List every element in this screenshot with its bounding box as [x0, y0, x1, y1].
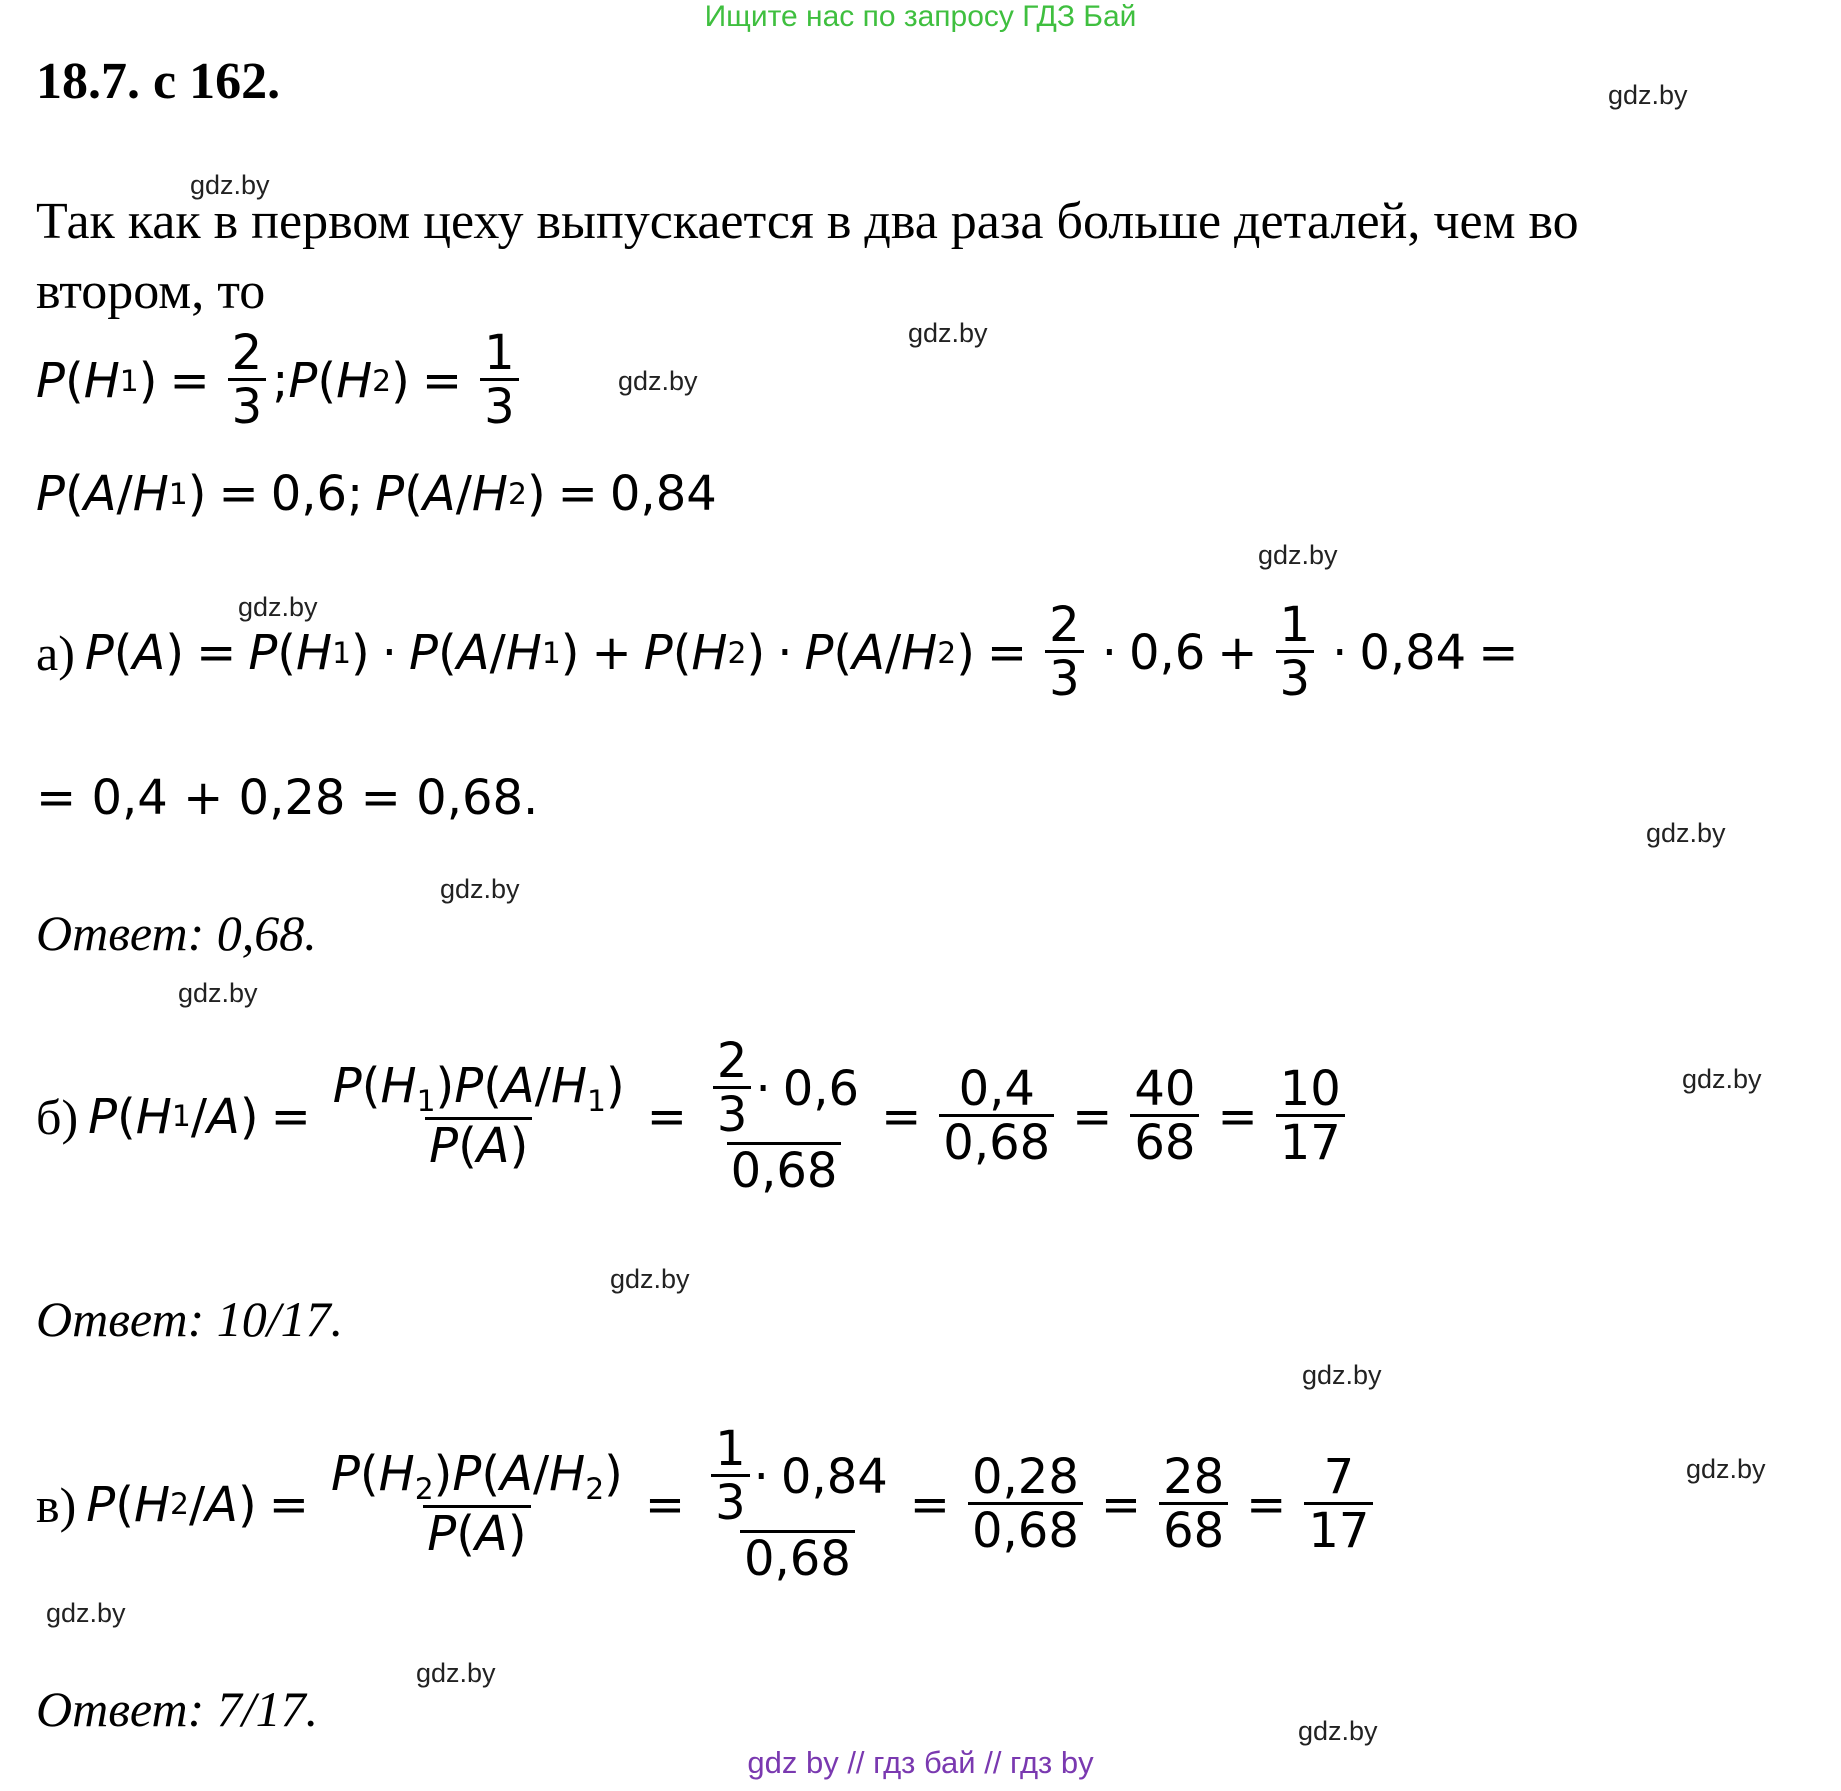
- watermark: gdz.by: [1646, 818, 1726, 848]
- intro-line-2: втором, то: [36, 263, 266, 320]
- fraction-p-h2: [480, 325, 519, 436]
- fraction-denominator: 68: [1130, 1114, 1199, 1170]
- intro-line-1: Так как в первом цеху выпускается в два раза больше деталей, чем во: [36, 193, 1579, 250]
- fraction-denominator: 0,68: [740, 1530, 855, 1586]
- value: 0,84: [1359, 625, 1467, 682]
- part-b-label: б): [36, 1088, 79, 1145]
- answer-b: Ответ: 10/17.: [36, 1291, 344, 1347]
- value-p-a-h2: 0,84: [609, 466, 717, 522]
- watermark: gdz.by: [1686, 1454, 1766, 1484]
- fraction-denominator: 3: [713, 1086, 752, 1142]
- fraction-denominator: 0,68: [939, 1114, 1054, 1170]
- value-p-a-h1: 0,6: [270, 466, 348, 522]
- watermark: gdz.by: [1298, 1716, 1378, 1746]
- watermark: gdz.by: [610, 1264, 690, 1294]
- watermark: gdz.by: [618, 366, 698, 396]
- fraction-numerator: 28: [1163, 1448, 1225, 1505]
- fraction-numerator: 10: [1279, 1060, 1341, 1117]
- part-a-label: а): [36, 625, 75, 682]
- part-c-formula: в) P ( H 2 / A ) = $\frac{P(H_2)P(A/H_2)}{P(A)}$ = $\frac{1}{3}$ · 0,84 0,68 = $\frac{0,28}{0,68}$ = $\frac{28}{68}$ = $\frac{7}{17}$: [36, 1424, 1379, 1586]
- fraction-numerator: 2: [716, 1033, 748, 1089]
- answer-a: Ответ: 0,68.: [36, 905, 317, 961]
- watermark: gdz.by: [238, 592, 318, 622]
- fraction-denominator: 3: [228, 378, 267, 434]
- conditional-probabilities: P ( A / H 1 ) = 0,6 ; P ( A / H 2 ) = 0,84: [36, 466, 717, 522]
- watermark: gdz.by: [1258, 540, 1338, 570]
- fraction-numerator: 1: [715, 1421, 746, 1477]
- prior-probabilities: P ( H 1 ) = $\frac{2}{3}$ ; P ( H 2 ) = $\frac{1}{3}$: [36, 328, 525, 434]
- fraction-numerator: 2: [231, 325, 263, 381]
- watermark: gdz.by: [440, 874, 520, 904]
- part-a-formula: а) P ( A ) = P ( H 1 ) · P ( A / H 1 ) + P ( H 2 ) · P ( A / H 2 ) = $\frac{2}{3}$ · 0,6 + $\frac{1}{3}$ · 0,84 =: [36, 597, 1519, 708]
- fraction-denominator: 17: [1276, 1114, 1345, 1170]
- top-banner: Ищите нас по запросу ГДЗ Бай: [704, 0, 1137, 33]
- fraction-numerator: 40: [1134, 1060, 1196, 1117]
- fraction-denominator: 3: [1045, 650, 1084, 706]
- watermark: gdz.by: [1608, 80, 1688, 110]
- watermark: gdz.by: [46, 1598, 126, 1628]
- fraction-denominator: 3: [480, 378, 519, 434]
- value: 0,6: [782, 1060, 860, 1117]
- fraction-p-h1: [228, 325, 267, 436]
- fraction-denominator: 3: [711, 1474, 750, 1530]
- fraction-denominator: 3: [1276, 650, 1315, 706]
- answer-c: Ответ: 7/17.: [36, 1681, 319, 1737]
- part-a-result: = 0,4 + 0,28 = 0,68.: [36, 770, 539, 826]
- watermark: gdz.by: [908, 318, 988, 348]
- fraction-numerator: 0,28: [972, 1448, 1079, 1505]
- watermark: gdz.by: [1682, 1064, 1762, 1094]
- fraction-numerator: 2: [1049, 597, 1080, 653]
- watermark: gdz.by: [190, 170, 270, 200]
- fraction-denominator: 68: [1159, 1502, 1228, 1558]
- watermark: gdz.by: [178, 978, 258, 1008]
- part-c-label: в): [36, 1476, 77, 1533]
- part-b-formula: б) P ( H 1 / A ) = $\frac{P(H_1)P(A/H_1)}{P(A)}$ = $\frac{2}{3}$ · 0,6 0,68 = $\frac{0,4}{0,68}$ = $\frac{40}{68}$ = $\frac{10}{17}$: [36, 1036, 1351, 1198]
- value: 0,6: [1128, 625, 1206, 682]
- watermark: gdz.by: [416, 1658, 496, 1688]
- fraction-numerator: 7: [1323, 1448, 1355, 1505]
- fraction-denominator: 0,68: [968, 1502, 1083, 1558]
- fraction-numerator: 0,4: [958, 1060, 1035, 1117]
- fraction-numerator: 1: [1279, 597, 1311, 653]
- problem-title: 18.7. с 162.: [36, 53, 281, 110]
- watermark: gdz.by: [1302, 1360, 1382, 1390]
- bottom-banner: gdz by // гдз бай // гдз by: [747, 1745, 1094, 1780]
- fraction-denominator: 17: [1304, 1502, 1373, 1558]
- value: 0,84: [780, 1448, 888, 1505]
- fraction-numerator: 1: [484, 325, 515, 381]
- fraction-denominator: 0,68: [727, 1142, 842, 1198]
